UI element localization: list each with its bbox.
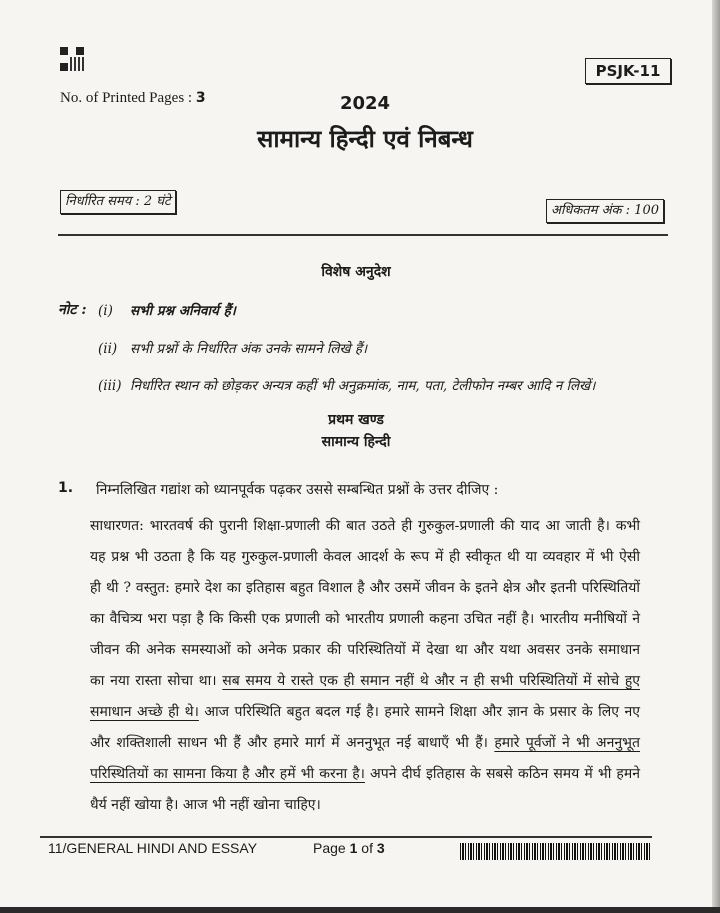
passage xyxy=(90,511,640,821)
page-indicator xyxy=(313,840,385,856)
passage-line: ही थी ? वस्तुत: हमारे देश का इतिहास बहुत विशाल है और उसमें जीवन के इतने क्षेत्र और इतनी परिस्थितियों xyxy=(90,580,640,596)
instructions-heading: विशेष अनुदेश xyxy=(321,264,391,280)
instruction-num: (i) xyxy=(98,303,113,319)
underlined-text: सब समय ये रास्ते एक ही समान नहीं थे और न ही सभी परिस्थितियों में सोचे हुए xyxy=(222,673,640,689)
qr-code-icon xyxy=(60,47,84,71)
note-label: नोट : xyxy=(58,302,87,318)
underlined-text: समाधान अच्छे ही थे। xyxy=(90,704,199,720)
underlined-text: हमारे पूर्वजों ने भी अननुभूत xyxy=(494,735,640,751)
footer-divider xyxy=(40,836,652,838)
scan-edge xyxy=(0,907,720,913)
section-title: प्रथम खण्ड xyxy=(328,412,384,428)
barcode-icon xyxy=(460,843,652,860)
instruction-item xyxy=(98,376,595,394)
passage-line: साधारणत: भारतवर्ष की पुरानी शिक्षा-प्रणाली की बात उठते ही गुरुकुल-प्रणाली की याद आ जाती है। कभी xyxy=(90,518,640,534)
printed-pages xyxy=(60,90,206,107)
passage-line: जीवन की अनेक समस्याओं को अनेक प्रकार की परिस्थितियों में देखा था और यथा अवसर उनके समाधान xyxy=(90,642,640,658)
underlined-text: परिस्थितियों का सामना किया है और हमें भी करना है। xyxy=(90,766,365,782)
passage-line xyxy=(90,728,640,759)
instruction-text: सभी प्रश्नों के निर्धारित अंक उनके सामने लिखे हैं। xyxy=(130,341,368,357)
page-total: 3 xyxy=(376,840,385,856)
passage-line xyxy=(90,697,640,728)
passage-text: और शक्तिशाली साधन भी हैं और हमारे मार्ग में अननुभूत नई बाधाएँ भी हैं। xyxy=(90,735,495,751)
printed-pages-value: 3 xyxy=(195,90,206,106)
instruction-num: (iii) xyxy=(98,378,122,394)
passage-line: धैर्य नहीं खोया है। आज भी नहीं खोना चाहिए। xyxy=(90,797,321,813)
footer-subject: 11/GENERAL HINDI AND ESSAY xyxy=(48,840,258,856)
instruction-text: निर्धारित स्थान को छोड़कर अन्यत्र कहीं भी अनुक्रमांक, नाम, पता, टेलीफोन नम्बर आदि न लिखें। xyxy=(130,378,596,394)
page-prefix: Page xyxy=(313,840,350,856)
max-marks: अधिकतम अंक : 100 xyxy=(546,199,664,223)
paper-title: सामान्य हिन्दी एवं निबन्ध xyxy=(257,124,473,153)
passage-line xyxy=(90,666,640,697)
passage-text: का नया रास्ता सोचा था। xyxy=(90,673,223,689)
instruction-text: सभी प्रश्न अनिवार्य हैं। xyxy=(130,303,236,319)
passage-line: यह प्रश्न भी उठता है कि यह गुरुकुल-प्रणाली केवल आदर्श के रूप में ही स्वीकृत थी या व्यवहार में भी ऐसी xyxy=(90,549,640,565)
instruction-item xyxy=(98,339,367,357)
question-instruction: निम्नलिखित गद्यांश को ध्यानपूर्वक पढ़कर उससे सम्बन्धित प्रश्नों के उत्तर दीजिए : xyxy=(96,482,499,498)
instruction-item xyxy=(98,301,236,319)
passage-text: आज परिस्थिति बहुत बदल गई है। हमारे सामने शिक्षा और ज्ञान के प्रसार के लिए नए xyxy=(198,704,640,720)
time-allowed: निर्धारित समय : 2 घंटे xyxy=(60,190,176,214)
question-number: 1. xyxy=(58,480,74,496)
page-number: 1 xyxy=(349,840,358,856)
passage-line: का वैचित्र्य भरा पड़ा है कि किसी एक प्रणाली को भारतीय प्रणाली कहना उचित नहीं है। भारतीय मनीषियों ने xyxy=(90,611,640,627)
printed-pages-label: No. of Printed Pages : xyxy=(60,90,196,106)
passage-text: अपने दीर्घ इतिहास के सबसे कठिन समय में भी हमने xyxy=(364,766,640,782)
header-divider xyxy=(58,234,668,236)
passage-line xyxy=(90,759,640,790)
page-edge xyxy=(712,0,720,913)
section-subtitle: सामान्य हिन्दी xyxy=(321,434,391,450)
page-mid: of xyxy=(357,840,377,856)
paper-code: PSJK-11 xyxy=(585,58,671,84)
instruction-num: (ii) xyxy=(98,341,118,357)
exam-year: 2024 xyxy=(339,93,391,114)
